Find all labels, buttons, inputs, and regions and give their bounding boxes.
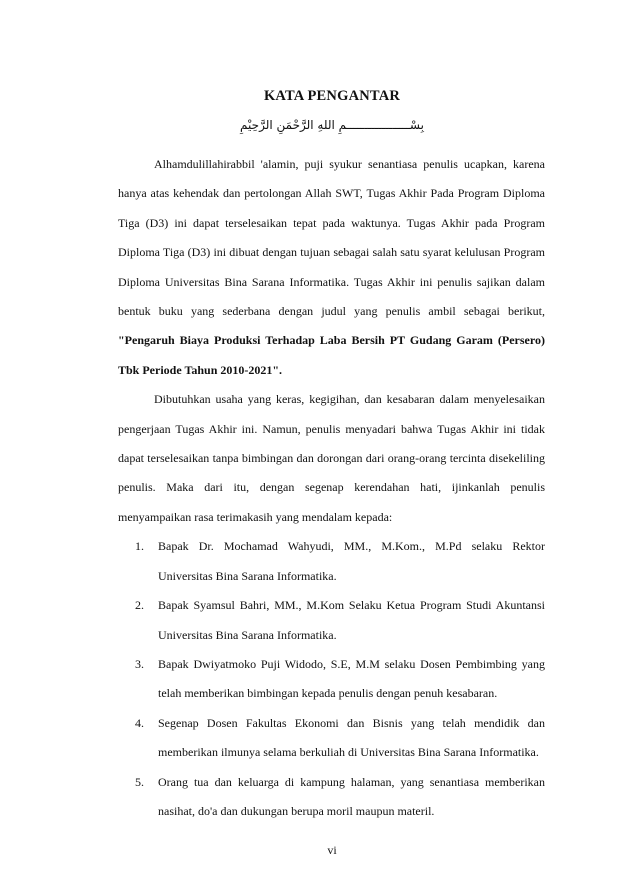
page-number: vi	[327, 843, 337, 857]
list-text: Bapak Syamsul Bahri, MM., M.Kom Selaku Ketua Program Studi Akuntansi Universitas Bina Sarana Informatika.	[158, 598, 545, 642]
list-number: 1.	[135, 539, 144, 554]
acknowledgement-list	[118, 532, 545, 826]
list-item	[118, 768, 545, 827]
list-text: Orang tua dan keluarga di kampung halaman, yang senantiasa memberikan nasihat, do'a dan dukungan berupa moril maupun materil.	[158, 774, 545, 818]
list-item	[118, 532, 545, 591]
basmalah: بِسْــــــــــــــــــمِ اللهِ الرَّحْمَنِ الرَّحِيْمِ	[240, 118, 424, 132]
paragraph-1-text: Alhamdulillahirabbil 'alamin, puji syukur senantiasa penulis ucapkan, karena hanya atas kehendak dan pertolongan Allah SWT, Tugas Akhir Pada Program Diploma Tiga (D3) ini dapat terselesaikan tepat pada waktunya. Tugas Akhir pada Program Diploma Tiga (D3) ini dibuat dengan tujuan sebagai salah satu syarat kelulusan Program Diploma Universitas Bina Sarana Informatika. Tugas Akhir ini penulis sajikan dalam bentuk buku yang sederbana dengan judul yang penulis ambil sebagai berikut,	[118, 157, 545, 319]
list-number: 2.	[135, 598, 144, 613]
list-number: 3.	[135, 656, 144, 671]
list-item	[118, 650, 545, 709]
paragraph-1	[118, 150, 545, 385]
paragraph-2: Dibutuhkan usaha yang keras, kegigihan, dan kesabaran dalam menyelesaikan pengerjaan Tugas Akhir ini. Namun, penulis menyadari bahwa Tugas Akhir ini tidak dapat terselesaikan tanpa bimbingan dan dorongan dari orang-orang tercinta disekeliling penulis. Maka dari itu, dengan segenap kerendahan hati, ijinkanlah penulis menyampaikan rasa terimakasih yang mendalam kepada:	[118, 392, 545, 524]
list-item	[118, 591, 545, 650]
thesis-title-quote: "Pengaruh Biaya Produksi Terhadap Laba Bersih PT Gudang Garam (Persero) Tbk Periode Tahun 2010-2021".	[118, 333, 545, 377]
list-number: 5.	[135, 774, 144, 789]
list-number: 4.	[135, 715, 144, 730]
list-text: Bapak Dwiyatmoko Puji Widodo, S.E, M.M selaku Dosen Pembimbing yang telah memberikan bimbingan kepada penulis dengan penuh kesabaran.	[158, 656, 545, 701]
preface-body	[118, 150, 545, 826]
list-text: Bapak Dr. Mochamad Wahyudi, MM., M.Kom., M.Pd selaku Rektor Universitas Bina Sarana Informatika.	[158, 539, 545, 583]
page-title: KATA PENGANTAR	[263, 88, 401, 104]
list-item	[118, 709, 545, 768]
list-text: Segenap Dosen Fakultas Ekonomi dan Bisnis yang telah mendidik dan memberikan ilmunya selama berkuliah di Universitas Bina Sarana Informatika.	[158, 715, 545, 760]
